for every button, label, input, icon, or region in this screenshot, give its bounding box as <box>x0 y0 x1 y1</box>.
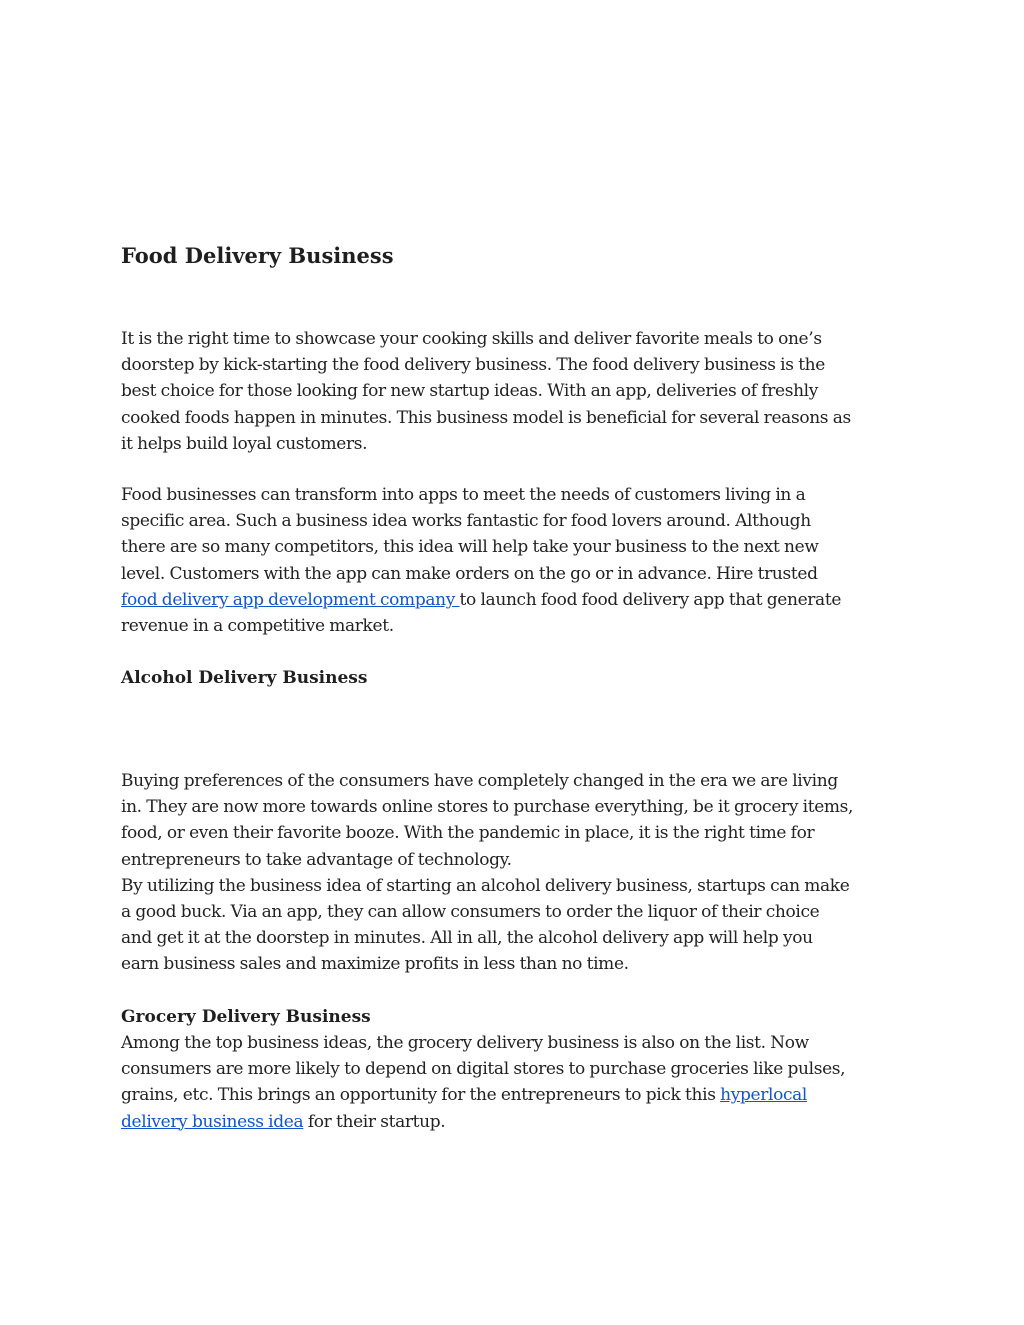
text-line: food, or even their favorite booze. With the pandemic in place, it is the right time for <box>121 823 815 844</box>
text-line: entrepreneurs to take advantage of technology. <box>121 849 512 870</box>
text-line: doorstep by kick-starting the food delivery business. The food delivery business is the <box>121 355 825 376</box>
text-line: Buying preferences of the consumers have completely changed in the era we are living <box>121 771 838 791</box>
text-line-with-link <box>121 1082 845 1108</box>
text-line: cooked foods happen in minutes. This business model is beneficial for several reasons as <box>121 407 851 428</box>
text-line: It is the right time to showcase your cooking skills and deliver favorite meals to one’s <box>121 329 822 349</box>
text-line: a good buck. Via an app, they can allow consumers to order the liquor of their choice <box>121 902 820 923</box>
heading-alcohol-delivery: Alcohol Delivery Business <box>121 668 368 688</box>
text-line: there are so many competitors, this idea will help take your business to the next new <box>121 537 819 558</box>
text-line: it helps build loyal customers. <box>121 433 368 454</box>
text-line: By utilizing the business idea of starting an alcohol delivery business, startups can make <box>121 875 850 896</box>
hyperlocal-delivery-link-part2[interactable]: delivery business idea <box>121 1111 304 1132</box>
text-line-with-link <box>121 1109 845 1135</box>
text-line: and get it at the doorstep in minutes. All in all, the alcohol delivery app will help you <box>121 928 813 949</box>
food-delivery-app-development-link[interactable]: food delivery app development company <box>121 589 460 610</box>
paragraph-alcohol <box>121 768 853 978</box>
paragraph-food-apps <box>121 482 841 639</box>
text-after-link: for their startup. <box>303 1111 446 1132</box>
text-line: consumers are more likely to depend on digital stores to purchase groceries like pulses, <box>121 1059 846 1080</box>
text-line: level. Customers with the app can make orders on the go or in advance. Hire trusted <box>121 563 818 584</box>
heading-food-delivery: Food Delivery Business <box>121 243 394 268</box>
paragraph-food-intro <box>121 326 851 457</box>
text-before-link: grains, etc. This brings an opportunity for the entrepreneurs to pick this <box>121 1085 721 1106</box>
text-line: specific area. Such a business idea works fantastic for food lovers around. Although <box>121 511 811 532</box>
text-line: in. They are now more towards online stores to purchase everything, be it grocery items, <box>121 797 854 818</box>
text-after-link: to launch food food delivery app that generate <box>459 589 842 610</box>
text-line: Among the top business ideas, the grocery delivery business is also on the list. Now <box>121 1033 809 1053</box>
hyperlocal-delivery-link-part1[interactable]: hyperlocal <box>720 1085 808 1106</box>
text-line-with-link <box>121 587 841 613</box>
heading-grocery-delivery: Grocery Delivery Business <box>121 1007 371 1027</box>
paragraph-grocery <box>121 1030 845 1135</box>
text-line: best choice for those looking for new startup ideas. With an app, deliveries of freshly <box>121 381 819 402</box>
text-line: earn business sales and maximize profits in less than no time. <box>121 954 629 975</box>
text-line: Food businesses can transform into apps to meet the needs of customers living in a <box>121 485 806 505</box>
text-line: revenue in a competitive market. <box>121 616 394 637</box>
